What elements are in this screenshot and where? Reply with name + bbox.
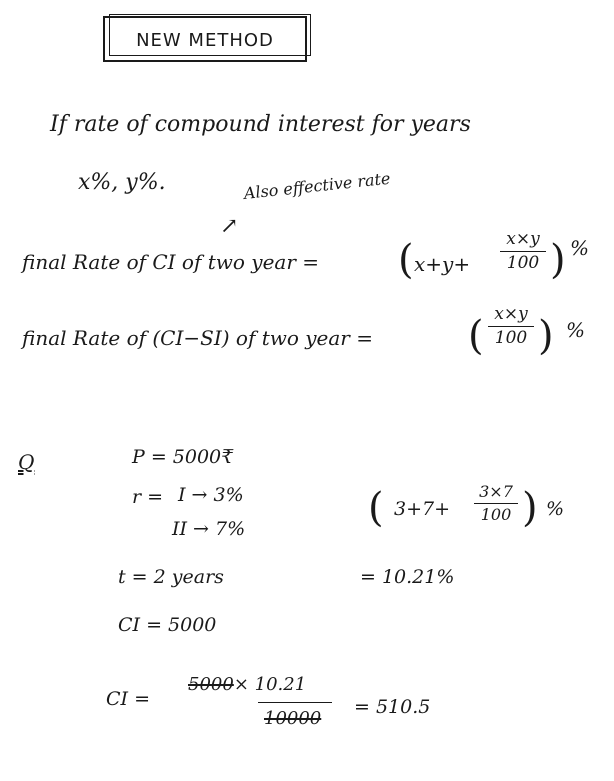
working-denominator: 100 [480, 505, 512, 524]
formula-ci-open-paren: ( [398, 237, 414, 283]
formula-ci-numerator: x×y [506, 229, 540, 249]
question-ci-line: CI = 5000 [118, 614, 217, 636]
final-fraction-bar [258, 702, 332, 703]
question-time: t = 2 years [118, 566, 224, 588]
formula-ci-close-paren: ) [550, 237, 566, 283]
working-unit: % [546, 498, 565, 520]
intro-line-2: x%, y%. [78, 170, 166, 195]
formula-ci-si-close-paren: ) [538, 313, 554, 359]
annotation-text: Also effective rate [242, 168, 392, 203]
working-close-paren: ) [522, 485, 538, 531]
formula-ci-si-fraction [488, 306, 534, 347]
question-rate-2: II → 7% [172, 518, 246, 540]
formula-ci-si-open-paren: ( [468, 313, 484, 359]
title-box [103, 16, 307, 62]
working-open-paren: ( [368, 485, 384, 531]
formula-ci-si-numerator: x×y [494, 304, 528, 324]
formula-ci-terms: x+y+ [414, 252, 471, 276]
formula-ci-si-unit: % [566, 318, 586, 342]
working-terms: 3+7+ [394, 498, 451, 520]
page-title: NEW METHOD [136, 30, 274, 51]
question-principal: P = 5000₹ [132, 446, 234, 468]
formula-ci-label: final Rate of CI of two year = [22, 250, 320, 274]
annotation-arrow: ↗ [220, 214, 239, 239]
final-numerator [188, 676, 306, 694]
question-rate-label: r = [132, 486, 164, 508]
final-numerator-struck: 5000 [188, 674, 234, 695]
final-numerator-rest: × 10.21 [233, 674, 307, 695]
question-rate-1: I → 3% [178, 484, 244, 506]
working-numerator: 3×7 [479, 482, 513, 501]
intro-line-1: If rate of compound interest for years [50, 112, 471, 137]
final-denominator-struck: 10000 [264, 708, 322, 729]
formula-ci-denominator: 100 [506, 253, 540, 273]
question-label: Q [18, 450, 35, 474]
final-result: = 510.5 [354, 696, 431, 718]
working-result: = 10.21% [360, 566, 455, 588]
formula-ci-si-denominator: 100 [494, 328, 528, 348]
formula-ci-si-label: final Rate of (CI−SI) of two year = [22, 326, 373, 350]
final-ci-label: CI = [106, 688, 151, 710]
working-fraction [474, 484, 518, 523]
formula-ci-fraction [500, 231, 546, 272]
formula-ci-unit: % [570, 236, 590, 260]
